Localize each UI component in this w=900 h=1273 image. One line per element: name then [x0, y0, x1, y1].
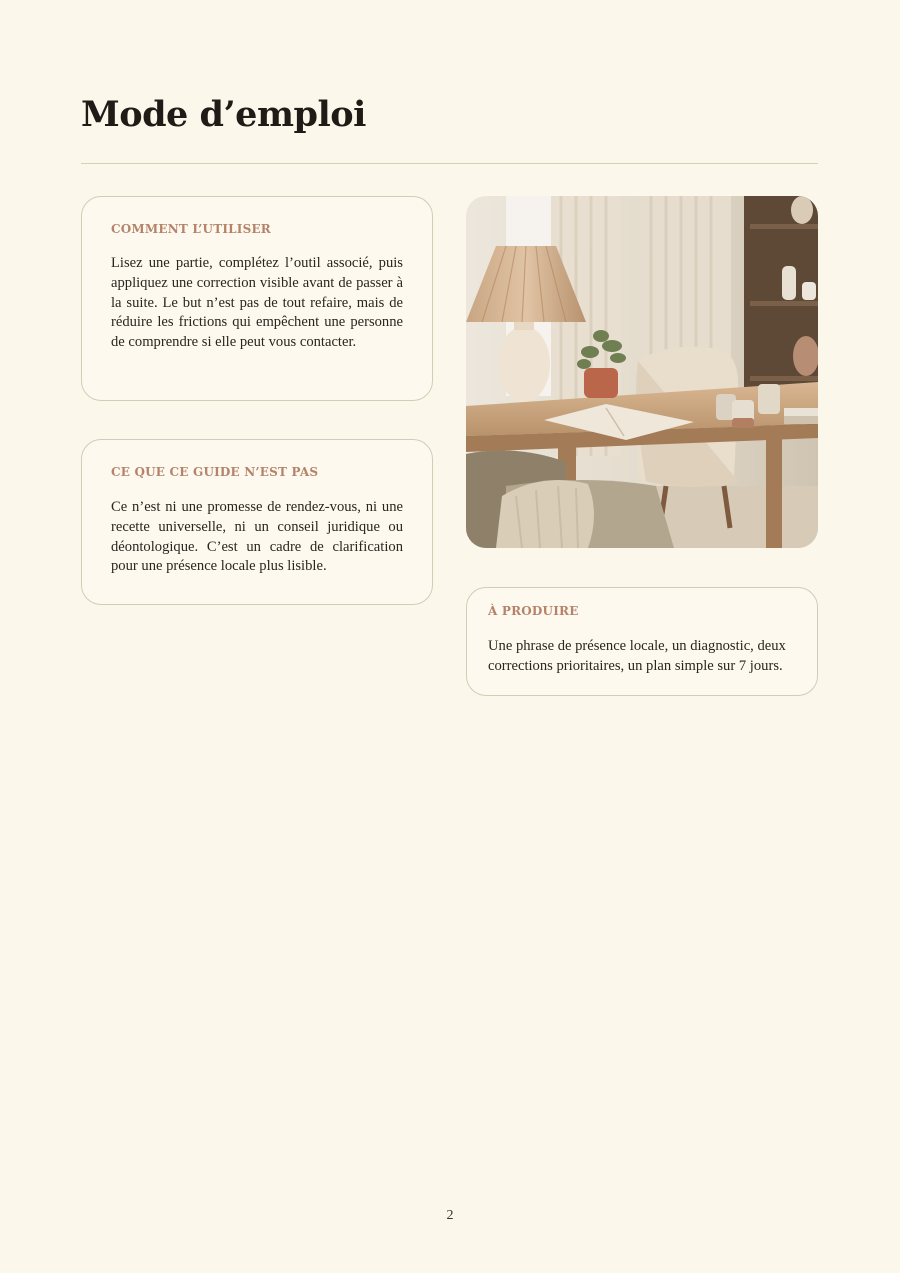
not-guide-card [81, 439, 433, 605]
page-title: Mode d’emploi [81, 94, 366, 135]
to-produce-card [466, 587, 818, 696]
to-produce-label: À PRODUIRE [488, 604, 579, 618]
page-number: 2 [446, 1208, 454, 1223]
not-guide-label: CE QUE CE GUIDE N’EST PAS [111, 465, 319, 479]
how-to-use-label: COMMENT L’UTILISER [111, 222, 271, 236]
not-guide-text: Ce n’est ni une promesse de rendez-vous, ni une recette universelle, ni un conseil juridique ou déontologique. C’est un cadre de clarification pour une présence locale plus lisible. [111, 499, 403, 575]
how-to-use-text: Lisez une partie, complétez l’outil associé, puis appliquez une correction visible avant de passer à la suite. Le but n’est pas de tout refaire, mais de réduire les frictions qui empêchent une personne de comprendre si elle peut vous contacter. [111, 255, 403, 351]
title-divider [81, 163, 818, 164]
interior-photo [466, 196, 818, 548]
how-to-use-card [81, 196, 433, 401]
to-produce-text: Une phrase de présence locale, un diagnostic, deux corrections prioritaires, un plan simple sur 7 jours. [488, 638, 786, 674]
